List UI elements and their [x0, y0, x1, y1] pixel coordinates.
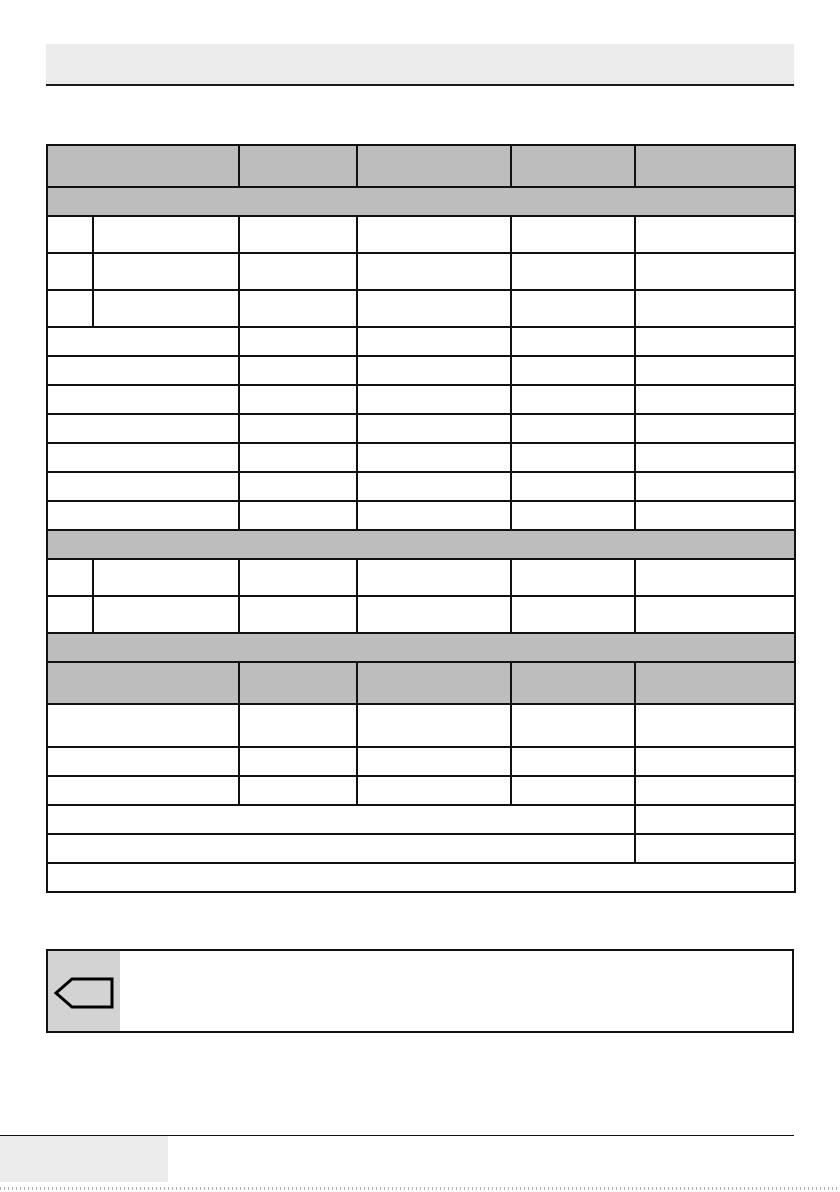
table-cell — [239, 327, 357, 356]
table-row — [47, 443, 795, 472]
table-cell — [357, 414, 511, 443]
table-row — [47, 327, 795, 356]
table-cell — [635, 472, 795, 501]
table-cell — [635, 385, 795, 414]
table-cell — [635, 805, 795, 834]
table-cell — [239, 385, 357, 414]
table-cell — [239, 747, 357, 776]
table-cell — [511, 385, 635, 414]
table-row — [47, 776, 795, 805]
table-cell — [357, 290, 511, 327]
table-cell — [239, 501, 357, 530]
table-cell — [357, 443, 511, 472]
table-row — [47, 747, 795, 776]
table-cell — [357, 327, 511, 356]
row-label-cell — [47, 776, 239, 805]
header-cell — [47, 662, 239, 704]
table-row — [47, 414, 795, 443]
section-title — [47, 633, 795, 662]
table-cell — [635, 253, 795, 290]
table-row — [47, 253, 795, 290]
section-row — [47, 530, 795, 559]
table-cell — [239, 216, 357, 253]
table-cell — [511, 356, 635, 385]
row-label-cell — [93, 596, 239, 633]
row-label-cell — [47, 385, 239, 414]
row-index-cell — [47, 253, 93, 290]
table-cell — [357, 776, 511, 805]
table-header-row — [47, 145, 795, 187]
table-cell — [511, 414, 635, 443]
table-cell — [239, 356, 357, 385]
table-cell — [239, 253, 357, 290]
table-cell — [239, 776, 357, 805]
table-footnote — [47, 863, 795, 892]
header-cell — [357, 662, 511, 704]
row-index-cell — [47, 290, 93, 327]
table-cell — [511, 501, 635, 530]
table-cell — [511, 776, 635, 805]
table-row — [47, 472, 795, 501]
header-cell — [357, 145, 511, 187]
table-row — [47, 501, 795, 530]
spec-table — [46, 144, 796, 893]
table-cell — [357, 747, 511, 776]
row-label-cell — [47, 443, 239, 472]
table-cell — [635, 216, 795, 253]
header-cell — [47, 145, 239, 187]
table-cell — [239, 443, 357, 472]
footer-page-tab — [0, 1136, 168, 1182]
table-cell — [511, 253, 635, 290]
table-row — [47, 290, 795, 327]
span-label-cell — [47, 834, 635, 863]
table-cell — [635, 704, 795, 747]
row-label-cell — [47, 356, 239, 385]
table-cell — [635, 443, 795, 472]
table-cell — [635, 501, 795, 530]
section-title — [47, 530, 795, 559]
table-cell — [511, 472, 635, 501]
row-label-cell — [93, 290, 239, 327]
table-cell — [635, 776, 795, 805]
row-label-cell — [93, 559, 239, 596]
bottom-edge-artifact — [0, 1187, 840, 1190]
section-row — [47, 187, 795, 216]
table-row — [47, 805, 795, 834]
tag-icon — [53, 976, 115, 1010]
table-cell — [635, 834, 795, 863]
table-cell — [239, 596, 357, 633]
row-label-cell — [47, 704, 239, 747]
table-cell — [511, 559, 635, 596]
table-cell — [357, 596, 511, 633]
table-footnote-row — [47, 863, 795, 892]
row-label-cell — [93, 216, 239, 253]
table-cell — [511, 596, 635, 633]
note-box — [46, 949, 794, 1033]
header-cell — [239, 145, 357, 187]
table-cell — [357, 253, 511, 290]
table-row — [47, 356, 795, 385]
table-cell — [511, 290, 635, 327]
header-cell — [511, 145, 635, 187]
table-cell — [635, 559, 795, 596]
table-row — [47, 559, 795, 596]
row-label-cell — [47, 414, 239, 443]
table-cell — [635, 596, 795, 633]
table-cell — [357, 216, 511, 253]
header-cell — [635, 662, 795, 704]
table-row — [47, 704, 795, 747]
table-cell — [635, 356, 795, 385]
table-cell — [239, 472, 357, 501]
table-row — [47, 834, 795, 863]
header-cell — [239, 662, 357, 704]
table-cell — [357, 356, 511, 385]
section-row — [47, 633, 795, 662]
row-label-cell — [47, 327, 239, 356]
table-cell — [511, 704, 635, 747]
table-cell — [635, 747, 795, 776]
table-cell — [239, 704, 357, 747]
header-cell — [635, 145, 795, 187]
section-title — [47, 187, 795, 216]
row-index-cell — [47, 596, 93, 633]
span-label-cell — [47, 805, 635, 834]
page-header-band — [46, 44, 794, 86]
row-label-cell — [93, 253, 239, 290]
row-label-cell — [47, 472, 239, 501]
table-cell — [635, 290, 795, 327]
table-row — [47, 385, 795, 414]
table-cell — [511, 216, 635, 253]
table-cell — [635, 414, 795, 443]
table-cell — [357, 559, 511, 596]
table-header-row — [47, 662, 795, 704]
row-label-cell — [47, 501, 239, 530]
row-label-cell — [47, 747, 239, 776]
table-cell — [511, 327, 635, 356]
table-cell — [511, 747, 635, 776]
table-cell — [239, 414, 357, 443]
row-index-cell — [47, 559, 93, 596]
table-cell — [511, 443, 635, 472]
table-cell — [239, 290, 357, 327]
table-cell — [357, 385, 511, 414]
table-row — [47, 596, 795, 633]
note-icon-cell — [48, 951, 120, 1031]
header-cell — [511, 662, 635, 704]
table-row — [47, 216, 795, 253]
row-index-cell — [47, 216, 93, 253]
table-cell — [357, 472, 511, 501]
table-cell — [357, 501, 511, 530]
table-cell — [239, 559, 357, 596]
table-cell — [635, 327, 795, 356]
table-cell — [357, 704, 511, 747]
